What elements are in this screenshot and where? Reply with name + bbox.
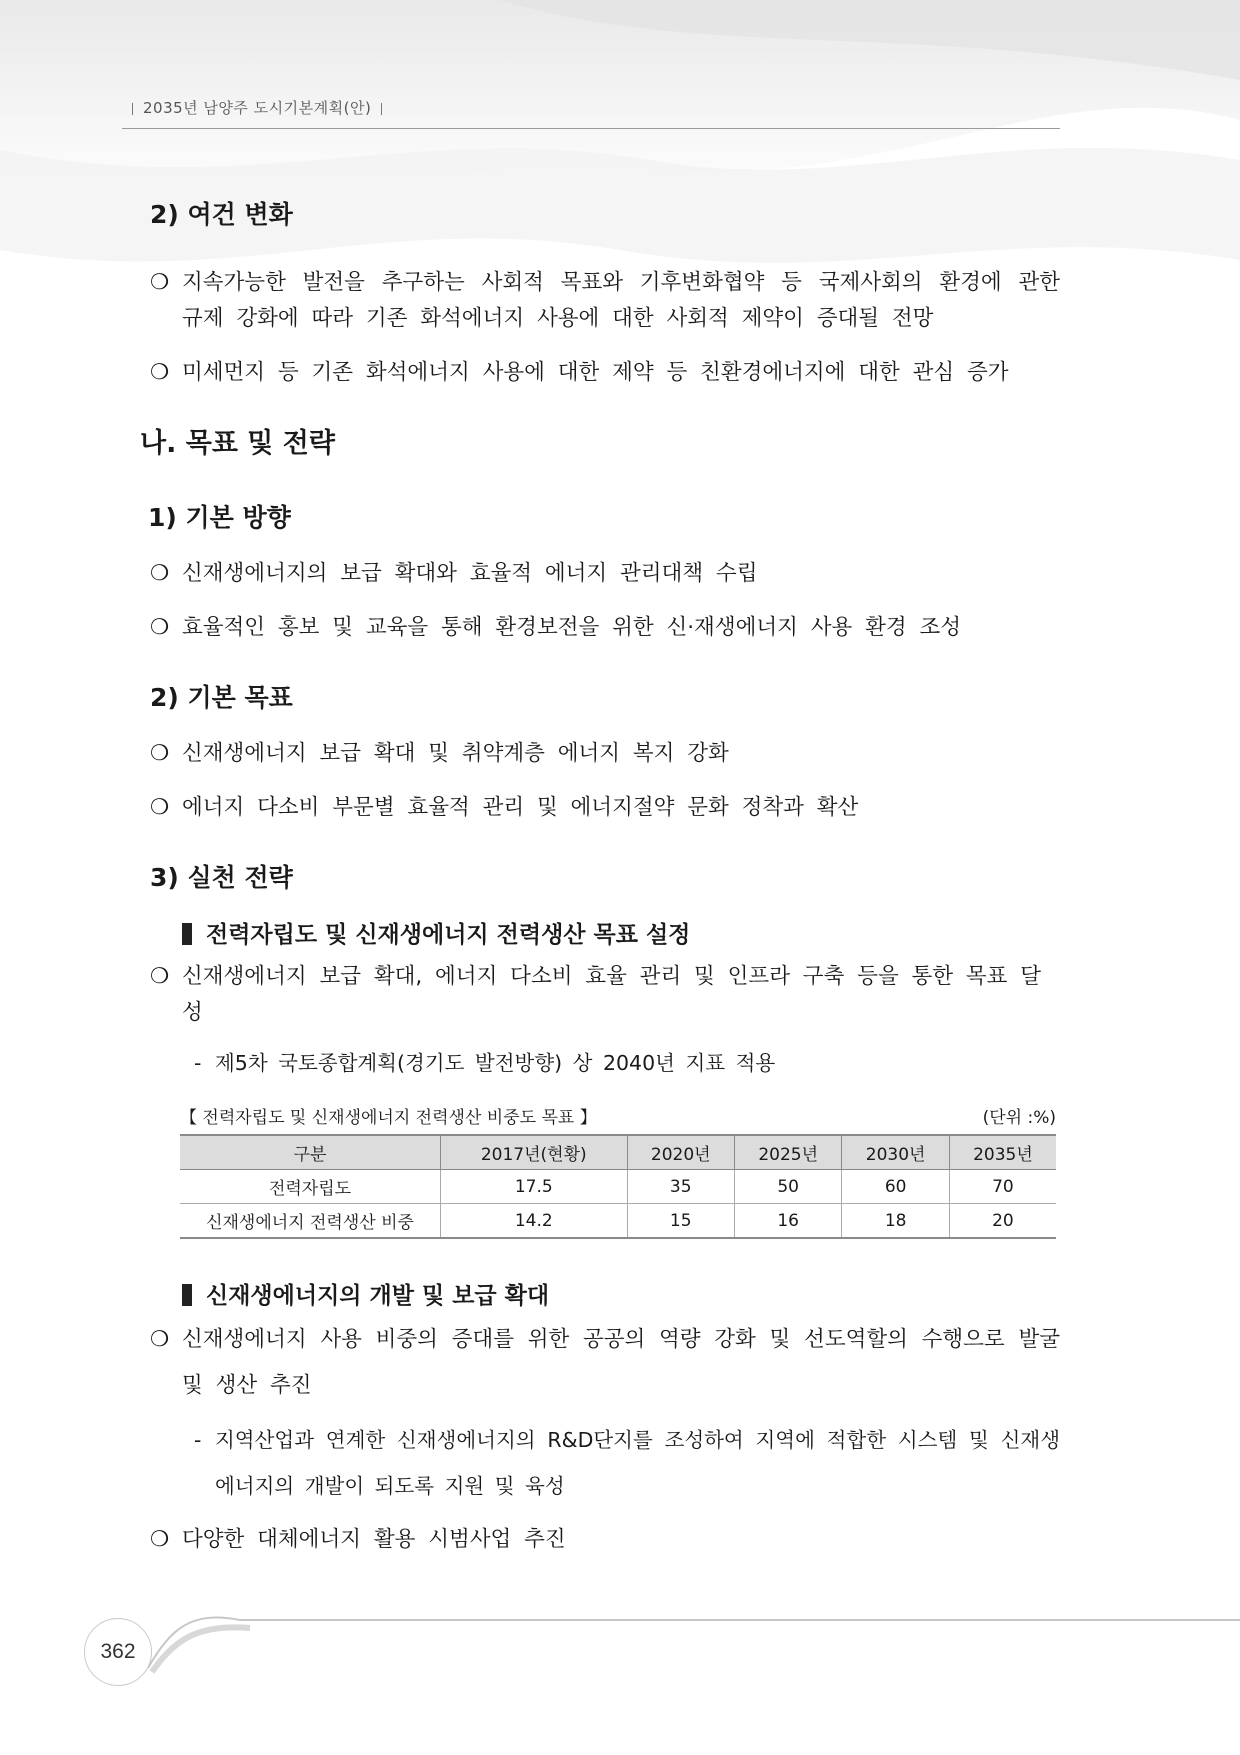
bullet-continuation [150, 1368, 1060, 1404]
table-cell: 50 [734, 1170, 841, 1204]
bullet-marker: ❍ [150, 1527, 170, 1552]
table-caption-row [180, 1103, 1056, 1128]
table-cell: 전력자립도 [180, 1170, 441, 1204]
bullet-text: 다양한 대체에너지 활용 시범사업 추진 [182, 1527, 566, 1552]
heading-block-marker [182, 1284, 192, 1306]
bullet-marker: ❍ [150, 1327, 170, 1352]
bullet-text: 에너지 다소비 부문별 효율적 관리 및 에너지절약 문화 정착과 확산 [182, 795, 859, 820]
bullet-text: 및 생산 추진 [182, 1373, 312, 1398]
table-cell: 70 [949, 1170, 1056, 1204]
table-header-cell: 구분 [180, 1135, 441, 1170]
heading-block-marker [182, 923, 192, 945]
table-caption: 【 전력자립도 및 신재생에너지 전력생산 비중도 목표 】 [180, 1108, 597, 1128]
header-title: 2035년 남양주 도시기본계획(안) [143, 99, 372, 117]
table-cell: 15 [627, 1204, 734, 1239]
table-cell: 16 [734, 1204, 841, 1239]
page-number: 362 [84, 1618, 152, 1686]
section-heading: 1) 기본 방향 [148, 503, 291, 532]
section-heading: 2) 여건 변화 [150, 200, 293, 229]
table-row [180, 1204, 1056, 1239]
bullet-text: 신재생에너지 사용 비중의 증대를 위한 공공의 역량 강화 및 선도역할의 수행으로 발굴 [182, 1327, 1060, 1352]
bullet-item [150, 556, 1060, 592]
bullet-text: 신재생에너지 보급 확대 및 취약계층 에너지 복지 강화 [182, 741, 729, 766]
table-header-cell: 2017년(현황) [441, 1135, 628, 1170]
table-cell: 18 [842, 1204, 949, 1239]
bullet-item [150, 1522, 1060, 1558]
table-cell: 20 [949, 1204, 1056, 1239]
dash-marker: - [194, 1051, 202, 1075]
section-heading: 2) 기본 목표 [150, 683, 293, 712]
table-header-cell: 2030년 [842, 1135, 949, 1170]
bullet-marker: ❍ [150, 741, 170, 766]
energy-target-table [180, 1134, 1056, 1239]
dash-text: 지역산업과 연계한 신재생에너지의 R&D단지를 조성하여 지역에 적합한 시스템 및 신재생 [215, 1428, 1060, 1452]
bullet-text: 신재생에너지 보급 확대, 에너지 다소비 효율 관리 및 인프라 구축 등을 통한 목표 달성 [182, 964, 1042, 1025]
subsection-heading [182, 916, 1060, 949]
subsection-title: 전력자립도 및 신재생에너지 전력생산 목표 설정 [206, 922, 691, 948]
bullet-item [150, 736, 1060, 772]
bullet-marker: ❍ [150, 360, 170, 385]
bullet-item [150, 790, 1060, 826]
main-content [140, 195, 1060, 1558]
table-header-cell: 2020년 [627, 1135, 734, 1170]
table-header-cell: 2035년 [949, 1135, 1056, 1170]
table-cell: 신재생에너지 전력생산 비중 [180, 1204, 441, 1239]
dash-item [150, 1045, 1060, 1081]
chapter-heading: 나. 목표 및 전략 [140, 428, 335, 459]
bullet-item [150, 265, 1060, 301]
section-heading: 3) 실천 전략 [150, 863, 293, 892]
dash-text: 제5차 국토종합계획(경기도 발전방향) 상 2040년 지표 적용 [215, 1051, 776, 1075]
dash-text: 에너지의 개발이 되도록 지원 및 육성 [215, 1474, 565, 1498]
subsection-heading [182, 1277, 1060, 1310]
bullet-text: 효율적인 홍보 및 교육을 통해 환경보전을 위한 신·재생에너지 사용 환경 조성 [182, 615, 962, 640]
bullet-marker: ❍ [150, 270, 170, 295]
bullet-continuation [150, 301, 1060, 337]
running-header [122, 97, 1062, 118]
bullet-marker: ❍ [150, 561, 170, 586]
table-row [180, 1170, 1056, 1204]
bullet-item [150, 610, 1060, 646]
bullet-text: 지속가능한 발전을 추구하는 사회적 목표와 기후변화협약 등 국제사회의 환경에 관한 [182, 270, 1060, 295]
header-rule [122, 128, 1060, 129]
header-divider [132, 103, 133, 115]
table-cell: 17.5 [441, 1170, 628, 1204]
header-divider [381, 103, 382, 115]
bullet-marker: ❍ [150, 964, 170, 989]
dash-marker: - [194, 1428, 202, 1452]
bullet-item [150, 1322, 1060, 1358]
bullet-text: 미세먼지 등 기존 화석에너지 사용에 대한 제약 등 친환경에너지에 대한 관심 증가 [182, 360, 1009, 385]
table-header-row [180, 1135, 1056, 1170]
dash-item [150, 1422, 1060, 1458]
bullet-item [150, 355, 1060, 391]
bullet-marker: ❍ [150, 795, 170, 820]
bullet-item [150, 959, 1060, 1031]
table-cell: 35 [627, 1170, 734, 1204]
table-unit: (단위 :%) [982, 1108, 1056, 1128]
bullet-text: 신재생에너지의 보급 확대와 효율적 에너지 관리대책 수립 [182, 561, 758, 586]
table-cell: 60 [842, 1170, 949, 1204]
footer-swoosh [60, 1590, 1240, 1700]
bullet-marker: ❍ [150, 615, 170, 640]
bullet-text: 규제 강화에 따라 기존 화석에너지 사용에 대한 사회적 제약이 증대될 전망 [182, 306, 934, 331]
table-header-cell: 2025년 [734, 1135, 841, 1170]
subsection-title: 신재생에너지의 개발 및 보급 확대 [206, 1283, 550, 1309]
dash-continuation [150, 1468, 1060, 1504]
table-cell: 14.2 [441, 1204, 628, 1239]
